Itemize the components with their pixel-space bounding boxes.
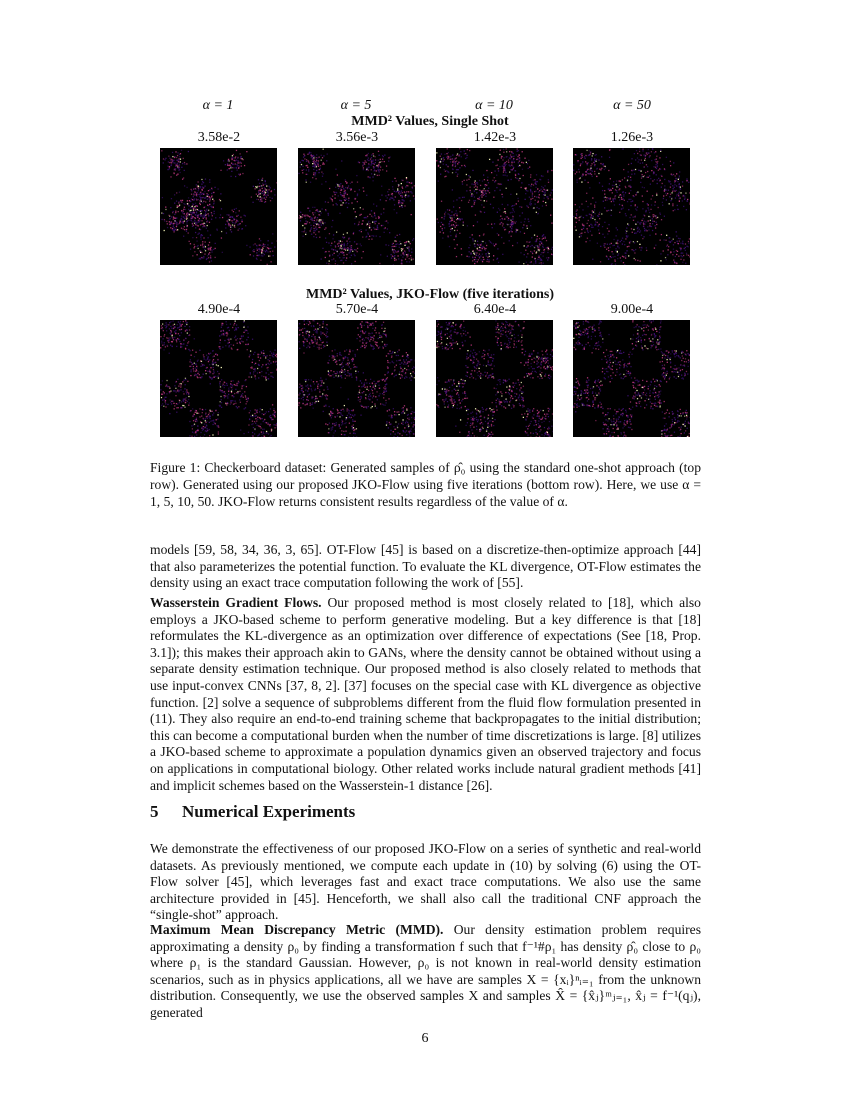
figure-caption: Figure 1: Checkerboard dataset: Generated samples of ρ̂₀ using the standard one-shot approach (top row). Generated using our proposed JKO-Flow using five iterations (bottom row). Here, we use α = 1, 5, 10, 50. JKO-Flow returns consistent results regardless of the value of α. [150, 460, 701, 509]
jko-flow-mmd-value: 4.90e-4 [197, 302, 241, 317]
jko-flow-sample-plot [436, 320, 553, 437]
section-number: 5 [150, 802, 159, 821]
mmd-heading: Maximum Mean Discrepancy Metric (MMD). [150, 922, 444, 937]
wasserstein-text: Our proposed method is most closely related to [18], which also employs a JKO-based scheme to perform generative modeling. But a key difference is that [18] reformulates the KL-divergence as an optimization over difference of expectations (See [18, Prop. 3.1]); this makes their approach akin to GANs, where the density cannot be obtained without using a separate density estimation technique. Our proposed method is also closely related to methods that use input-convex CNNs [37, 8, 2]. [37] focuses on the special case with KL divergence as objective function. [2] solve a sequence of subproblems different from the fluid flow formulation presented in (11). They also require an end-to-end training scheme that backpropagates to the initial distribution; this can become a computational burden when the number of time discretizations is large. [8] utilizes a JKO-based scheme to approximate a population dynamics given an observed trajectory and focus on applications in computational biology. Other related works include natural gradient methods [41] and implicit schemes based on the Wasserstein-1 distance [26]. [150, 595, 701, 793]
wasserstein-heading: Wasserstein Gradient Flows. [150, 595, 322, 610]
single-shot-mmd-value: 3.56e-3 [335, 130, 379, 145]
single-shot-mmd-value: 3.58e-2 [197, 130, 241, 145]
section-heading [150, 802, 355, 822]
section-title: Numerical Experiments [182, 802, 356, 821]
jko-flow-sample-plot [573, 320, 690, 437]
jko-flow-sample-plot [160, 320, 277, 437]
scatter-samples [436, 148, 553, 265]
scatter-samples [160, 148, 277, 265]
alpha-label-10: α = 10 [475, 98, 513, 113]
jko-flow-mmd-value: 6.40e-4 [473, 302, 517, 317]
scatter-samples [436, 320, 553, 437]
single-shot-title: MMD² Values, Single Shot [351, 114, 509, 129]
mmd-text: Our density estimation problem requires approximating a density ρ₀ by finding a transformation f such that f⁻¹#ρ₁ has density ρ̂₀ close to ρ₀ where ρ₁ is the standard Gaussian. However, ρ₀ is not known in real-world density estimation scenarios, such as in physics applications, all we have are samples X = {xᵢ}ⁿᵢ₌₁ from the unknown distribution. Consequently, we use the observed samples X and samples X̂ = {x̂ⱼ}ᵐⱼ₌₁, x̂ⱼ = f⁻¹(qⱼ), generated [150, 922, 702, 1020]
paragraph-mmd [150, 922, 701, 1022]
single-shot-sample-plot [298, 148, 415, 265]
alpha-label-1: α = 1 [202, 98, 234, 113]
single-shot-sample-plot [573, 148, 690, 265]
scatter-samples [298, 148, 415, 265]
page-number: 6 [421, 1031, 429, 1046]
paragraph-wasserstein [150, 595, 701, 794]
single-shot-mmd-value: 1.26e-3 [610, 130, 654, 145]
single-shot-mmd-value: 1.42e-3 [473, 130, 517, 145]
scatter-samples [298, 320, 415, 437]
scatter-samples [573, 320, 690, 437]
paragraph-related-work: models [59, 58, 34, 36, 3, 65]. OT-Flow [45] is based on a discretize-then-optimize approach [44] that also parameterizes the potential function. To evaluate the KL divergence, OT-Flow estimates the density using an exact trace computation following the work of [55]. [150, 542, 701, 591]
alpha-label-5: α = 5 [340, 98, 372, 113]
alpha-label-50: α = 50 [613, 98, 651, 113]
paragraph-experiments-intro: We demonstrate the effectiveness of our proposed JKO-Flow on a series of synthetic and real-world datasets. As previously mentioned, we compute each update in (10) by solving (6) using the OT-Flow solver [45], which leverages fast and exact trace computations. We also use the same architecture provided in [45]. Henceforth, we shall also call the traditional CNF approach the “single-shot” approach. [150, 841, 701, 923]
jko-flow-sample-plot [298, 320, 415, 437]
scatter-samples [160, 320, 277, 437]
jko-flow-mmd-value: 5.70e-4 [335, 302, 379, 317]
single-shot-sample-plot [160, 148, 277, 265]
single-shot-sample-plot [436, 148, 553, 265]
jko-flow-title: MMD² Values, JKO-Flow (five iterations) [306, 287, 554, 302]
jko-flow-mmd-value: 9.00e-4 [610, 302, 654, 317]
scatter-samples [573, 148, 690, 265]
